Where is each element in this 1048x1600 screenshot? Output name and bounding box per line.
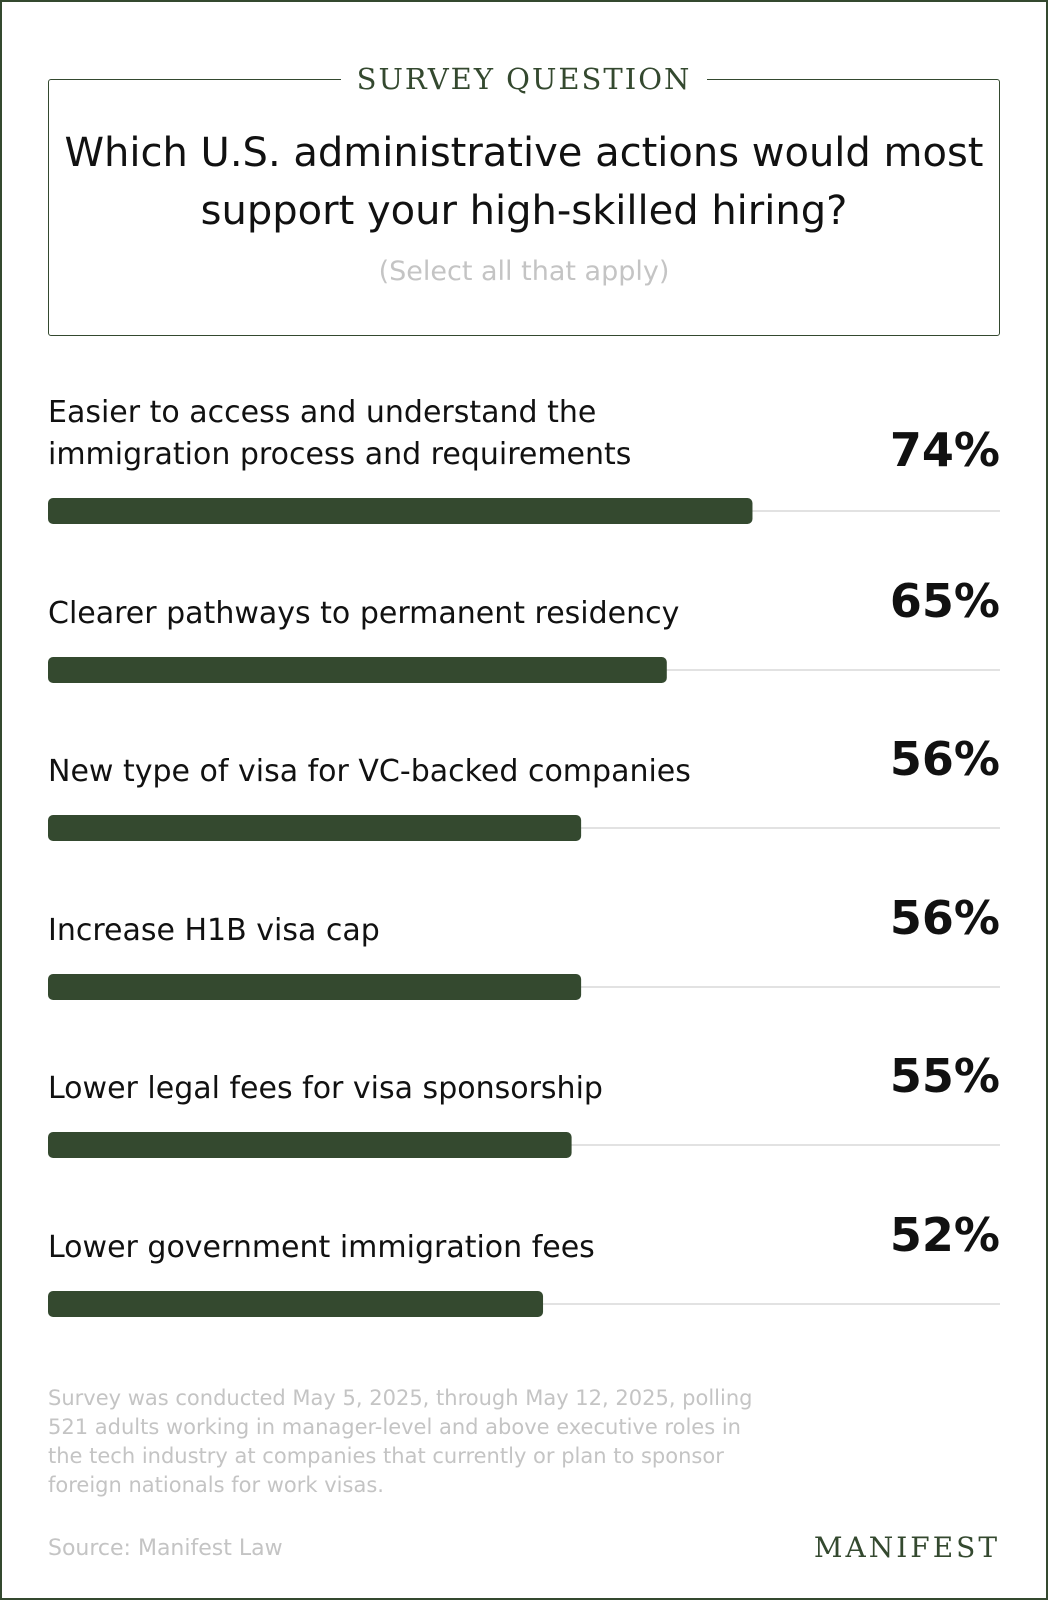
bar-value-label: 65% [889,574,1000,628]
bar-value-label: 74% [889,423,1000,477]
bar-label-line: New type of visa for VC-backed companies [48,754,691,789]
bar [48,1291,543,1317]
bar-value-label: 52% [889,1208,1000,1262]
bar [48,1132,572,1158]
survey-footnote: Survey was conducted May 5, 2025, through May 12, 2025, polling 521 adults working in manager-level and above executive roles in the tech industry at companies that currently or plan to sponsor foreign nationals for work visas. [48,1386,753,1497]
bar [48,815,581,841]
question-title: Which U.S. administrative actions would most support your high-skilled hiring? [64,130,984,234]
bar-label-line: Lower government immigration fees [48,1230,595,1265]
bar-label [48,596,679,631]
bar-label-line: Increase H1B visa cap [48,913,380,948]
bar-value-label: 56% [889,891,1000,945]
bar-label-line: Lower legal fees for visa sponsorship [48,1071,603,1106]
bar-value-label: 56% [889,732,1000,786]
bar-label-line: immigration process and requirements [48,437,632,472]
question-subtitle: (Select all that apply) [378,256,670,287]
bar-value-label: 55% [889,1049,1000,1103]
bar-label [48,754,691,789]
bar [48,974,581,1000]
bar [48,657,667,683]
bar-label-line: Easier to access and understand the [48,395,597,430]
bar-label [48,395,631,472]
source-text: Source: Manifest Law [48,1536,283,1561]
bar-label [48,1071,603,1106]
manifest-logo: MANIFEST [813,1531,1000,1564]
bar-label [48,1230,595,1265]
bar-label [48,913,380,948]
bar-label-line: Clearer pathways to permanent residency [48,596,680,631]
question-label: SURVEY QUESTION [341,62,708,96]
bar [48,498,752,524]
